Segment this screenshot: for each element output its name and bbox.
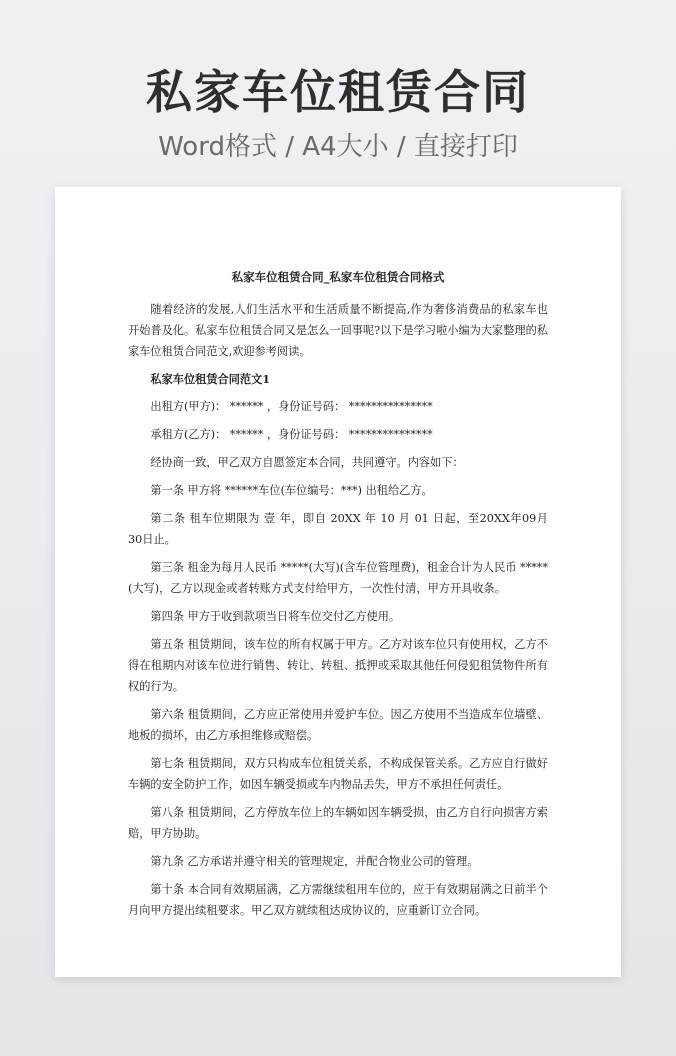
article-3: 第三条 租金为每月人民币 *****(大写)(含车位管理费)，租金合计为人民币 *****(大写)，乙方以现金或者转账方式支付给甲方，一次性付清，甲方开具收条。 xyxy=(128,561,548,595)
party-b-line: 承租方(乙方)： ****** ，身份证号码： *************** xyxy=(150,428,433,441)
document-title: 私家车位租赁合同_私家车位租赁合同格式 xyxy=(231,270,445,284)
article-6: 第六条 租赁期间，乙方应正常使用并爱护车位。因乙方使用不当造成车位墙壁、地板的损坏，由乙方承担维修或赔偿。 xyxy=(128,708,548,742)
section-heading: 私家车位租赁合同范文1 xyxy=(150,372,271,386)
document-page xyxy=(55,187,621,977)
article-9: 第九条 乙方承诺并遵守相关的管理规定，并配合物业公司的管理。 xyxy=(150,855,479,868)
document-body xyxy=(128,269,548,928)
intro-paragraph: 随着经济的发展,人们生活水平和生活质量不断提高,作为奢侈消费品的私家车也开始普及化。私家车位租赁合同又是怎么一回事呢?以下是学习啦小编为大家整理的私家车位租赁合同范文,欢迎参考阅读。 xyxy=(128,303,548,358)
page-subtitle: Word格式 / A4大小 / 直接打印 xyxy=(158,132,518,162)
party-a-line: 出租方(甲方)： ****** ，身份证号码： *************** xyxy=(150,400,433,413)
article-2: 第二条 租车位期限为 壹 年，即自 20XX 年 10 月 01 日起，至20XX年09月 30日止。 xyxy=(128,512,548,546)
page-title: 私家车位租赁合同 xyxy=(146,65,530,119)
article-10: 第十条 本合同有效期届满，乙方需继续租用车位的，应于有效期届满之日前半个月向甲方提出续租要求。甲乙双方就续租达成协议的，应重新订立合同。 xyxy=(128,883,548,917)
article-1: 第一条 甲方将 ******车位(车位编号：***) 出租给乙方。 xyxy=(150,484,433,497)
article-7: 第七条 租赁期间，双方只构成车位租赁关系，不构成保管关系。乙方应自行做好车辆的安全防护工作，如因车辆受损或车内物品丢失，甲方不承担任何责任。 xyxy=(128,757,548,791)
article-4: 第四条 甲方于收到款项当日将车位交付乙方使用。 xyxy=(150,610,401,623)
article-8: 第八条 租赁期间，乙方停放车位上的车辆如因车辆受损，由乙方自行向损害方索赔，甲方协助。 xyxy=(128,806,548,840)
agreement-line: 经协商一致，甲乙双方自愿签定本合同，共同遵守。内容如下： xyxy=(150,456,464,469)
page-header xyxy=(0,60,676,164)
article-5: 第五条 租赁期间，该车位的所有权属于甲方。乙方对该车位只有使用权，乙方不得在租期内对该车位进行销售、转让、转租、抵押或采取其他任何侵犯租赁物件所有权的行为。 xyxy=(128,638,548,693)
